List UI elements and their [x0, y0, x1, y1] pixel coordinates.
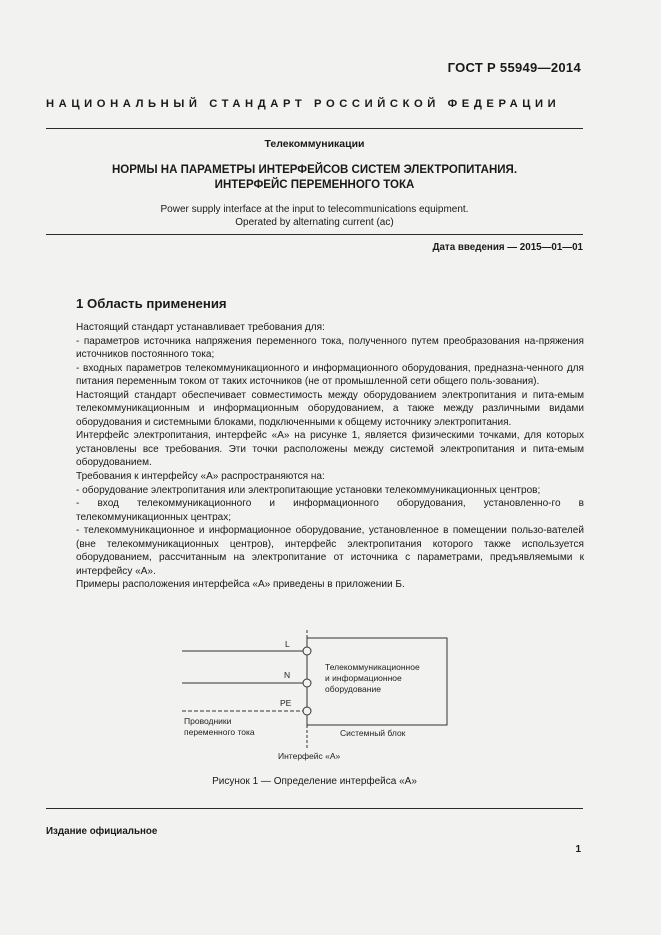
figure-caption: Рисунок 1 — Определение интерфейса «А»	[212, 776, 417, 787]
box-label-line-1: Телекоммуникационное	[325, 662, 420, 672]
paragraph: - телекоммуникационное и информационное оборудование, установленное в помещении пользо-вателей (вне телекоммуникационных центров), интерфейс электропитания которого также используется оборудованием, рассчитанным на электропитание от источника с параметрами, предъявляемыми к интерфейсу «А».	[76, 525, 584, 577]
title-line-2: ИНТЕРФЕЙС ПЕРЕМЕННОГО ТОКА	[214, 179, 415, 191]
document-code: ГОСТ Р 55949—2014	[447, 60, 581, 75]
system-block-label: Системный блок	[340, 728, 406, 738]
label-L: L	[285, 639, 290, 649]
label-N: N	[284, 670, 291, 680]
figure-1	[170, 628, 470, 768]
box-label-line-2: и информационное	[325, 673, 402, 683]
title-line-1: НОРМЫ НА ПАРАМЕТРЫ ИНТЕРФЕЙСОВ СИСТЕМ ЭЛЕКТРОПИТАНИЯ.	[111, 164, 518, 176]
standard-title: НАЦИОНАЛЬНЫЙ СТАНДАРТ РОССИЙСКОЙ ФЕДЕРАЦИИ	[46, 98, 561, 110]
divider	[46, 234, 583, 235]
english-title	[46, 203, 583, 229]
document-title	[46, 163, 583, 193]
paragraph: - оборудование электропитания или электропитающие установки телекоммуникационных центров;	[76, 484, 541, 496]
conductors-label-line-1: Проводники	[184, 716, 232, 726]
paragraph: - параметров источника напряжения переменного тока, полученного путем преобразования на-пряжения источников постоянного тока;	[76, 335, 584, 361]
introduction-date: Дата введения — 2015—01—01	[432, 242, 583, 253]
terminal-N	[303, 679, 311, 687]
edition-note: Издание официальное	[46, 826, 158, 837]
paragraph: Интерфейс электропитания, интерфейс «А» на рисунке 1, является физическими точками, для которых установлены все требования. Эти точки расположены между системой электропитания и пита-емым оборудованием.	[76, 430, 584, 469]
paragraph: Настоящий стандарт обеспечивает совместимость между оборудованием электропитания и пита-емым телекоммуникационным и информационным оборудованием, а также между различными видами оборудования и системными блоками, подключенными к общему источнику электропитания.	[76, 389, 584, 428]
paragraph: - входных параметров телекоммуникационного и информационного оборудования, предназна-ченного для питания переменным током от таких источников (не от промышленной сети общего поль-зования).	[76, 362, 584, 388]
paragraph: Требования к интерфейсу «А» распространяются на:	[76, 471, 325, 483]
divider	[46, 128, 583, 129]
english-title-line-1: Power supply interface at the input to telecommunications equipment.	[160, 204, 469, 215]
terminal-PE	[303, 707, 311, 715]
section-body	[76, 321, 584, 592]
english-title-line-2: Operated by alternating current (ac)	[235, 217, 394, 228]
page-number: 1	[575, 844, 581, 855]
terminal-L	[303, 647, 311, 655]
section-heading: 1 Область применения	[76, 296, 227, 311]
interface-label: Интерфейс «А»	[278, 751, 341, 761]
paragraph: Настоящий стандарт устанавливает требования для:	[76, 322, 325, 333]
interface-diagram	[170, 628, 470, 768]
section-label: Телекоммуникации	[264, 138, 365, 150]
conductors-label-line-2: переменного тока	[184, 727, 255, 737]
box-label-line-3: оборудование	[325, 684, 381, 694]
divider	[46, 808, 583, 809]
paragraph: Примеры расположения интерфейса «А» приведены в приложении Б.	[76, 579, 405, 591]
paragraph: - вход телекоммуникационного и информационного оборудования, установленно-го в телекоммуникационных центрах;	[76, 498, 584, 523]
label-PE: PE	[280, 698, 292, 708]
